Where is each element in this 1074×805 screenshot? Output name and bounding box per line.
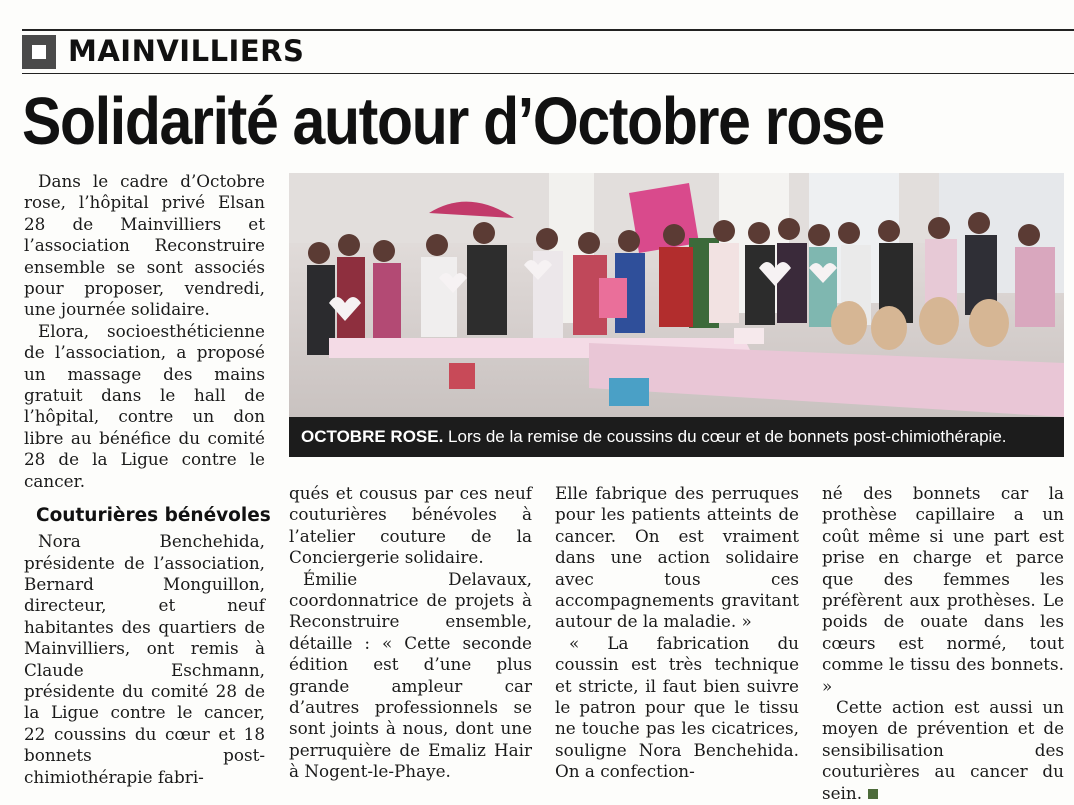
paragraph: Émilie Delavaux, coordonnatrice de projets à Reconstruire ensemble, détaille : « Cette seconde édition est d’une plus grande ampleur car d’autres professionnels se sont joints à nous, dont une perruquière de Emaliz Hair à Nogent-le-Phaye. [289, 568, 532, 782]
paragraph: « La fabrication du coussin est très technique et stricte, il faut bien suivre le patron pour que le tissu ne touche pas les cicatrices, souligne Nora Benchehida. On a confection- [555, 632, 799, 782]
paragraph-text: Cette action est aussi un moyen de prévention et de sensibilisation des couturières au cancer du sein. [822, 697, 1064, 803]
paragraph [822, 697, 1064, 804]
section-name: MAINVILLIERS [68, 34, 305, 68]
article-column-4 [822, 483, 1064, 804]
photo-caption [289, 417, 1064, 457]
section-header [22, 31, 1074, 74]
article-column-2 [289, 483, 532, 783]
headline: Solidarité autour d’Octobre rose [22, 84, 884, 159]
caption-label: OCTOBRE ROSE. [301, 427, 444, 446]
paragraph: né des bonnets car la prothèse capillaire a un coût même si une part est prise en charge et parce que des femmes les préfèrent aux prothèses. Le poids de ouate dans les cœurs est normé, tout comme le tissu des bonnets. » [822, 483, 1064, 696]
article-column-1 [24, 171, 271, 788]
paragraph: Nora Benchehida, présidente de l’association, Bernard Monguillon, directeur, et neuf habitantes des quartiers de Mainvilliers, ont remis à Claude Eschmann, présidente du comité 28 de la Ligue contre le cancer, 22 coussins du cœur et 18 bonnets post-chimiothérapie fabri- [24, 531, 265, 787]
paragraph: qués et cousus par ces neuf couturières bénévoles à l’atelier couture de la Conciergerie solidaire. [289, 483, 532, 568]
subheading: Couturières bénévoles [36, 505, 271, 527]
square-bullet-icon [22, 35, 56, 69]
end-of-article-square-icon [868, 789, 878, 799]
paragraph: Elle fabrique des perruques pour les patients atteints de cancer. On est vraiment dans une action solidaire avec tous ces accompagnements gravitant autour de la maladie. » [555, 483, 799, 632]
article-photo [289, 173, 1064, 417]
paragraph: Dans le cadre d’Octobre rose, l’hôpital privé Elsan 28 de Mainvilliers et l’association Reconstruire ensemble se sont associés pour proposer, vendredi, une journée solidaire. [24, 171, 265, 320]
article-column-3 [555, 483, 799, 783]
caption-text: Lors de la remise de coussins du cœur et de bonnets post-chimiothérapie. [443, 427, 1007, 446]
paragraph: Elora, socioesthéticienne de l’association, a proposé un massage des mains gratuit dans le hall de l’hôpital, contre un don libre au bénéfice du comité 28 de la Ligue contre le cancer. [24, 320, 265, 491]
group-photo-illustration [289, 173, 1064, 417]
